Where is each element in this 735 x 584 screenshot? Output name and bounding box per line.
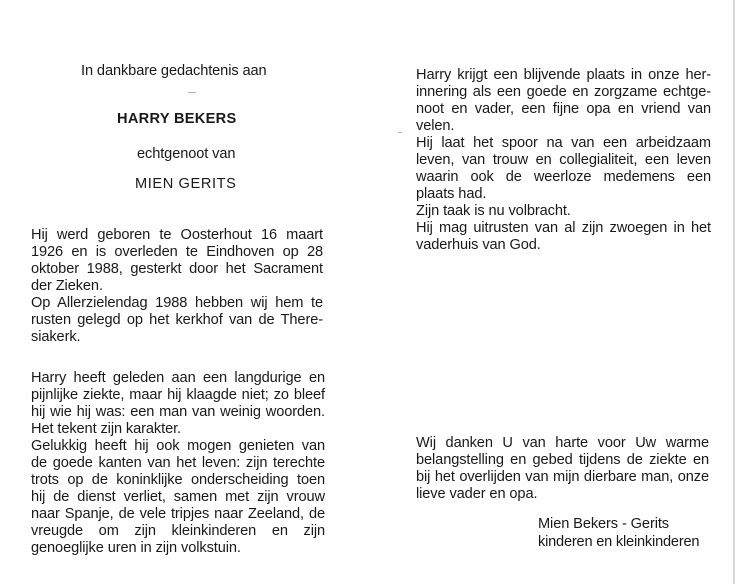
signature-family: kinderen en kleinkinderen <box>538 534 700 550</box>
bio2-line-4: Het tekent zijn karakter. <box>31 421 181 437</box>
bio-line-5: Op Allerzielendag 1988 hebben wij hem te <box>31 295 323 311</box>
tribute-line-1: Harry krijgt een blijvende plaats in onze her- <box>416 67 711 83</box>
bio-line-3: oktober 1988, gesterkt door het Sacrament <box>31 261 323 277</box>
bio2-line-1: Harry heeft geleden aan een langdurige en <box>31 370 325 386</box>
bio-line-1: Hij werd geboren te Oosterhout 16 maart <box>31 227 323 243</box>
signature-spouse: Mien Bekers - Gerits <box>538 516 669 532</box>
bio-line-7: siakerk. <box>31 329 81 345</box>
bio2-line-7: trots op de koninklijke onderscheiding toen <box>31 472 325 488</box>
deceased-name: HARRY BEKERS <box>117 111 237 127</box>
bio2-line-3: hij wie hij was: een man van weinig woorden. <box>31 404 325 420</box>
tribute-line-9: Zijn taak is nu volbracht. <box>416 203 571 219</box>
tribute-line-2: innering als een goede en zorgzame echtge- <box>416 84 711 100</box>
spouse-label: echtgenoot van <box>137 146 236 162</box>
right-panel <box>368 0 735 584</box>
tribute-line-11: vaderhuis van God. <box>416 237 541 253</box>
bio2-line-8: hij de dienst verliet, samen met zijn vrouw <box>31 489 325 505</box>
bio-line-6: rusten gelegd op het kerkhof van de There- <box>31 312 323 328</box>
bio2-line-10: vreugde om zijn kleinkinderen en zijn <box>31 523 325 539</box>
bio-line-2: 1926 en is overleden te Eindhoven op 28 <box>31 244 323 260</box>
thanks-line-2: belangstelling en gebed tijdens de ziekte en <box>416 452 709 468</box>
bio2-line-6: de goede kanten van het leven: zijn terechte <box>31 455 325 471</box>
bio2-line-5: Gelukkig heeft hij ook mogen genieten van <box>31 438 325 454</box>
tribute-line-8: plaats had. <box>416 186 487 202</box>
intro-text: In dankbare gedachtenis aan <box>81 63 267 79</box>
tribute-line-4: velen. <box>416 118 455 134</box>
tribute-line-5: Hij laat het spoor na van een arbeidzaam <box>416 135 711 151</box>
tribute-line-7: waarin ook de weerloze medemens een <box>416 169 711 185</box>
tribute-line-10: Hij mag uitrusten van al zijn zwoegen in het <box>416 220 711 236</box>
thanks-line-1: Wij danken U van harte voor Uw warme <box>416 435 709 451</box>
left-panel <box>0 0 367 584</box>
bio2-line-2: pijnlijke ziekte, maar hij klaagde niet; zo bleef <box>31 387 325 403</box>
bio2-line-9: naar Spanje, de vele tripjes naar Zeeland, de <box>31 506 325 522</box>
print-speck <box>398 132 402 133</box>
print-speck <box>188 92 196 93</box>
thanks-line-4: lieve vader en opa. <box>416 486 538 502</box>
bio-line-4: der Zieken. <box>31 278 103 294</box>
tribute-line-3: noot en vader, een fijne opa en vriend van <box>416 101 711 117</box>
bio2-line-11: genoeglijke uren in zijn volkstuin. <box>31 540 241 556</box>
thanks-line-3: bij het overlijden van mijn dierbare man, onze <box>416 469 709 485</box>
tribute-line-6: leven, van trouw en collegialiteit, een leven <box>416 152 711 168</box>
spouse-name: MIEN GERITS <box>135 176 237 192</box>
